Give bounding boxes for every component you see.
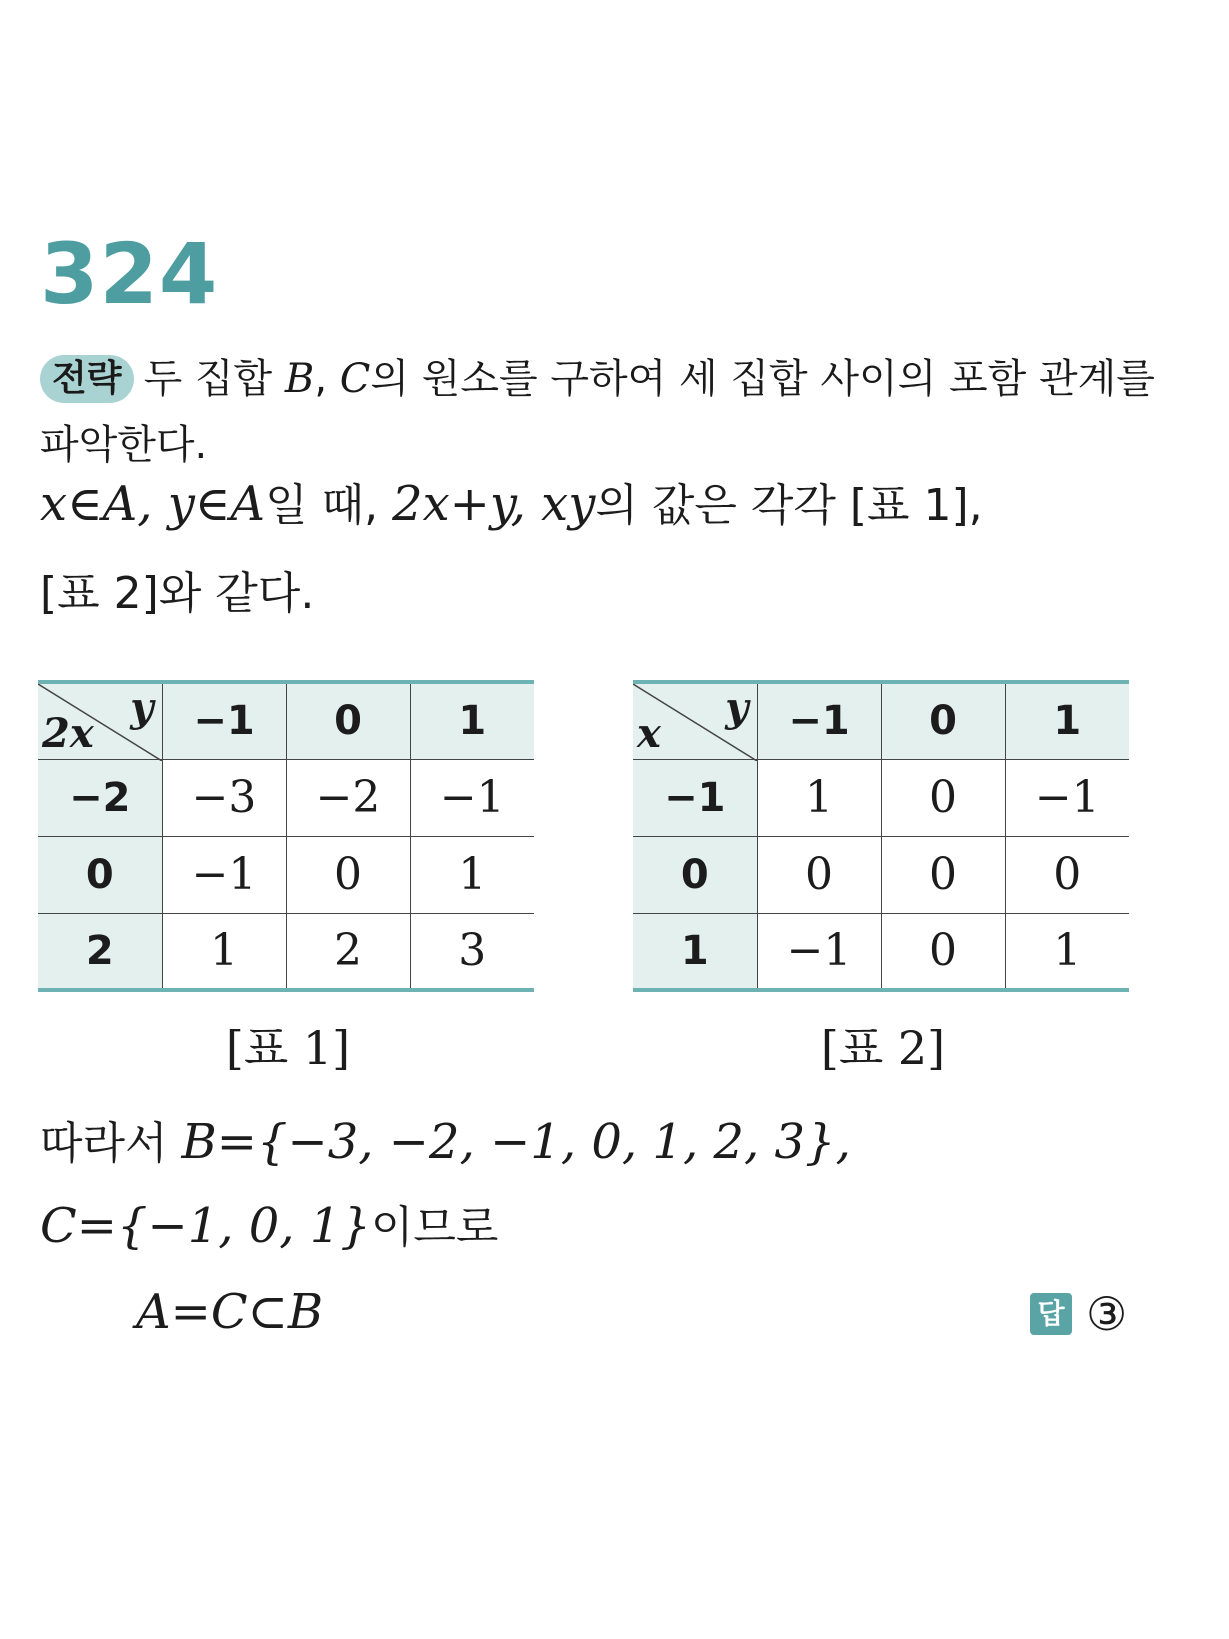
table-row <box>38 759 534 836</box>
table-cell: 1 <box>757 759 881 836</box>
solution-line-5 <box>136 1282 323 1342</box>
answer-choice: ③ <box>1086 1287 1128 1341</box>
row-header: 1 <box>633 913 757 990</box>
math-set-C: C={−1, 0, 1} <box>40 1198 371 1254</box>
text-values: 의 값은 각각 [표 1], <box>595 480 983 531</box>
col-header: 1 <box>1005 682 1129 759</box>
col-header: 0 <box>286 682 410 759</box>
col-header: −1 <box>757 682 881 759</box>
solution-line-4 <box>40 1196 498 1258</box>
table-1 <box>38 680 534 992</box>
corner-label-y: y <box>130 684 154 731</box>
table-row <box>38 836 534 913</box>
table-cell: 0 <box>881 759 1005 836</box>
answer-tag: 답 <box>1030 1293 1072 1335</box>
table-cell: 2 <box>286 913 410 990</box>
col-header: 0 <box>881 682 1005 759</box>
row-header: −1 <box>633 759 757 836</box>
table-cell: 0 <box>881 836 1005 913</box>
text-when: 일 때, <box>265 480 393 531</box>
solution-line-3 <box>40 1112 851 1174</box>
table-cell: 1 <box>410 836 534 913</box>
table-row <box>633 836 1129 913</box>
table-cell: 1 <box>162 913 286 990</box>
table-cell: 0 <box>1005 836 1129 913</box>
text-so: 이므로 <box>370 1202 499 1253</box>
corner-label-y: y <box>725 684 749 731</box>
row-header: 2 <box>38 913 162 990</box>
row-header: −2 <box>38 759 162 836</box>
text-same-as: [표 2]와 같다. <box>40 568 315 619</box>
solution-line-2 <box>40 562 314 624</box>
table-row <box>633 759 1129 836</box>
table-row <box>38 913 534 990</box>
col-header: −1 <box>162 682 286 759</box>
table-2-corner <box>633 682 757 759</box>
table-cell: 0 <box>757 836 881 913</box>
corner-label-x: x <box>637 709 661 757</box>
table-2 <box>633 680 1129 992</box>
math-expressions: 2x+y, xy <box>392 476 596 532</box>
table-1-corner <box>38 682 162 759</box>
table-cell: 0 <box>286 836 410 913</box>
table-cell: −1 <box>757 913 881 990</box>
solution-line-1 <box>40 474 983 536</box>
math-membership: x∈A, y∈A <box>40 476 266 532</box>
math-set-B: B={−3, −2, −1, 0, 1, 2, 3}, <box>181 1114 851 1170</box>
table-cell: −1 <box>1005 759 1129 836</box>
table-2-caption: [표 2] <box>820 1021 946 1075</box>
strategy-text-1: 두 집합 <box>143 356 285 402</box>
row-header: 0 <box>633 836 757 913</box>
table-row <box>633 913 1129 990</box>
table-cell: 3 <box>410 913 534 990</box>
table-cell: 0 <box>881 913 1005 990</box>
table-1-caption: [표 1] <box>225 1021 351 1075</box>
strategy-badge: 전략 <box>40 355 134 403</box>
col-header: 1 <box>410 682 534 759</box>
strategy-text-2: 의 원소를 구하여 세 집합 사이의 포함 관계를 파악한다. <box>40 356 1155 468</box>
problem-number: 324 <box>40 225 219 323</box>
math-conclusion: A=C⊂B <box>136 1284 324 1340</box>
strategy-paragraph <box>40 346 1200 478</box>
table-cell: −1 <box>410 759 534 836</box>
var-C: C <box>339 356 371 402</box>
strategy-sep: , <box>314 356 340 402</box>
table-cell: −2 <box>286 759 410 836</box>
table-cell: −3 <box>162 759 286 836</box>
corner-label-2x: 2x <box>42 709 94 757</box>
var-B: B <box>284 356 315 402</box>
table-cell: −1 <box>162 836 286 913</box>
text-therefore: 따라서 <box>40 1118 182 1169</box>
table-cell: 1 <box>1005 913 1129 990</box>
row-header: 0 <box>38 836 162 913</box>
